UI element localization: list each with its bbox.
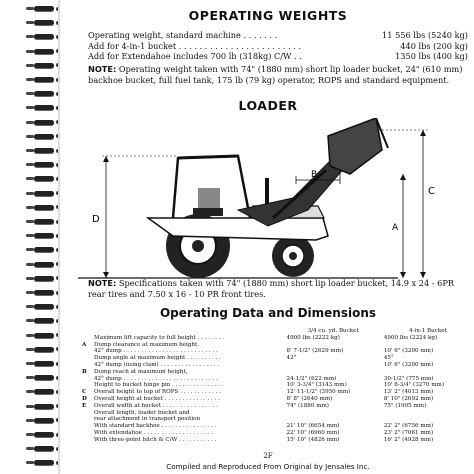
spiral-ring (34, 361, 54, 366)
footer-credit: Compiled and Reproduced From Original by Jensales Inc. (166, 462, 370, 471)
row-key (80, 430, 92, 437)
row-key (80, 362, 92, 369)
spiral-ring (34, 333, 54, 338)
front-wheel-icon (272, 235, 314, 277)
note-label: NOTE: (88, 278, 117, 288)
spiral-binding (0, 0, 62, 474)
spiral-ring (34, 460, 54, 465)
row-label: Overall length, loader bucket and (94, 409, 190, 416)
table-row (80, 389, 474, 396)
value-bucket (285, 410, 382, 417)
spiral-ring (34, 6, 54, 11)
spiral-ring (34, 247, 54, 252)
loader-illustration (78, 118, 468, 288)
value-4in1 (382, 369, 474, 376)
table-row (80, 403, 474, 410)
spiral-ring (34, 276, 54, 281)
spiral-ring (34, 389, 54, 394)
row-key: D (82, 395, 87, 402)
table-row (80, 437, 474, 444)
row-label: rear attachment in transport position (94, 416, 201, 423)
row-key (80, 410, 92, 417)
page-number: 2F (263, 452, 273, 460)
weight-value: 440 lbs (200 kg) (400, 40, 468, 51)
row-key (80, 376, 92, 383)
bucket-icon (328, 118, 388, 174)
value-4in1: 4900 lbs (2224 kg) (383, 334, 438, 341)
value-4in1: 22' 2" (6756 mm) (383, 423, 434, 430)
weight-label: Add for Extendahoe includes 700 lb (318kg) C/W . . (88, 51, 302, 62)
spiral-ring (34, 432, 54, 437)
spiral-ring (34, 219, 54, 224)
spiral-ring (34, 77, 54, 82)
dimension-d-label: D (92, 214, 100, 225)
weight-row (88, 41, 468, 52)
value-bucket: 10' 3-3/4" (3143 mm) (286, 382, 347, 389)
value-bucket: 4900 lbs (2222 kg) (286, 334, 340, 341)
dimension-a-label: A (392, 223, 399, 233)
loader-arm-icon (238, 158, 346, 226)
row-key: E (82, 402, 87, 409)
spiral-ring (34, 304, 54, 309)
row-key: A (82, 341, 87, 348)
weight-label: Operating weight, standard machine . . . . . . . (88, 30, 278, 40)
row-label: Dump clearance at maximum height, (94, 341, 199, 348)
spiral-ring (34, 63, 54, 68)
row-key (80, 437, 92, 444)
row-key (80, 335, 92, 342)
value-4in1: 30-1/2" (775 mm) (383, 375, 434, 382)
weight-value: 1350 lbs (400 kg) (395, 51, 468, 62)
row-label: Maximum lift capacity to full height . . . . . . . . (94, 334, 225, 341)
weight-row (88, 51, 468, 62)
value-4in1: 8' 10" (2692 mm) (383, 395, 434, 402)
note-label: NOTE: (88, 64, 117, 74)
value-bucket (285, 369, 382, 376)
spiral-ring (34, 205, 54, 210)
dimension-b-label: B (311, 170, 318, 180)
table-row (80, 335, 474, 342)
spiral-ring (34, 120, 54, 125)
note-text: Operating weight taken with 74" (1880 mm) short lip loader bucket, 24" (610 mm) backhoe bucket, full fuel tank, 175 lb (79 kg) operator, ROPS and standard equipment. (88, 64, 463, 85)
row-label: Height to bucket hinge pin . . . . . . . . . . . . . . . (94, 382, 224, 389)
row-label: With standard backhoe . . . . . . . . . . . . . . . . (94, 423, 217, 430)
row-label: Dump reach at maximum height, (94, 368, 188, 375)
spiral-ring (34, 418, 54, 423)
operating-weights-title: OPERATING WEIGHTS (188, 8, 348, 23)
table-row (80, 410, 474, 417)
spiral-ring (34, 148, 54, 153)
row-label: With extendahoe . . . . . . . . . . . . . . . . . . . . (94, 429, 214, 436)
row-key (80, 416, 92, 423)
table-row (80, 396, 474, 403)
weights-list (88, 30, 468, 62)
exhaust-stack (265, 178, 269, 206)
row-key (80, 355, 92, 362)
value-4in1: 10' 8-3/4" (3270 mm) (383, 382, 445, 389)
value-4in1: 13' 2" (4013 mm) (383, 389, 434, 396)
row-label: Dump angle at maximum height . . . . . . . . . . (94, 355, 221, 362)
value-bucket: 21' 10" (6654 mm) (286, 423, 340, 430)
weights-note (88, 64, 468, 85)
value-bucket: 15' 10" (4826 mm) (286, 436, 340, 443)
spiral-ring (34, 176, 54, 181)
row-key (80, 382, 92, 389)
weight-label: Add for 4-in-1 bucket . . . . . . . . . . . . . . . . . . . . . . . . (88, 40, 302, 51)
table-row (80, 430, 474, 437)
table-row (80, 355, 474, 362)
row-label: 42° dump (using clam) . . . . . . . . . . . . . . . . . (94, 361, 220, 368)
value-4in1: 10' 6" (3200 mm) (383, 361, 434, 368)
value-4in1: 16' 2" (4928 mm) (383, 436, 434, 443)
spiral-ring (34, 49, 54, 54)
column-header: 4-in-1 Bucket (408, 328, 447, 334)
row-label: With three-point hitch & C/W . . . . . . . . . . . (94, 436, 217, 443)
spiral-ring (34, 20, 54, 25)
page-edge (58, 0, 60, 474)
value-bucket: 12' 11-1/2" (3950 mm) (286, 389, 351, 396)
row-label: 42° dump . . . . . . . . . . . . . . . . . . . . . . . . . . . (94, 348, 218, 355)
spiral-ring (34, 262, 54, 267)
row-key (80, 423, 92, 430)
operating-data-table (80, 328, 474, 444)
row-key (80, 348, 92, 355)
row-key: B (82, 368, 87, 375)
row-label: Overall height to top of ROPS . . . . . . . . . . . . (94, 389, 221, 396)
spiral-ring (34, 134, 54, 139)
value-bucket: 8' 7-1/2" (2629 mm) (286, 348, 344, 355)
row-label: Overall width at bucket . . . . . . . . . . . . . . . . (94, 402, 218, 409)
weight-row (88, 30, 468, 41)
spiral-ring (34, 375, 54, 380)
weight-value: 11 556 lbs (5240 kg) (382, 30, 468, 40)
value-bucket: 74" (1880 mm) (286, 402, 329, 409)
value-4in1: 45° (383, 355, 394, 362)
spiral-ring (34, 233, 54, 238)
value-4in1 (382, 410, 474, 417)
table-row (80, 423, 474, 430)
row-label: Overall height at bucket . . . . . . . . . . . . . . . . (94, 395, 220, 402)
row-label: 42° dump . . . . . . . . . . . . . . . . . . . . . . . . . . . (94, 375, 218, 382)
table-row (80, 369, 474, 376)
value-4in1: 10' 6" (3200 mm) (383, 348, 434, 355)
spiral-ring (34, 191, 54, 196)
value-bucket: 24-1/2" (622 mm) (286, 375, 337, 382)
table-row (80, 362, 474, 369)
value-bucket: 22' 10" (6960 mm) (286, 429, 340, 436)
value-bucket: 42° (286, 355, 297, 362)
table-header-row (80, 328, 474, 335)
spiral-ring (34, 162, 54, 167)
value-4in1: 23' 2" (7061 mm) (383, 429, 434, 436)
chassis (148, 218, 328, 240)
spiral-ring (34, 347, 54, 352)
table-row (80, 348, 474, 355)
spiral-ring (34, 105, 54, 110)
spiral-ring (34, 290, 54, 295)
spiral-ring (34, 318, 54, 323)
operating-data-title: Operating Data and Dimensions (159, 306, 377, 320)
column-header: 3/4 cu. yd. Bucket (307, 328, 359, 334)
spiral-ring (34, 91, 54, 96)
rops-cab-icon (173, 156, 250, 218)
spiral-ring (34, 34, 54, 39)
value-bucket (285, 362, 382, 369)
value-4in1: 75" (1905 mm) (383, 402, 427, 409)
note-text: Specifications taken with 74" (1880 mm) short lip loader bucket, 14.9 x 24 - 6PR rear tires and 7.50 x 16 - 10 PR front tires. (88, 278, 455, 299)
dimension-c-label: C (428, 186, 435, 197)
value-bucket: 8' 8" (2640 mm) (286, 395, 333, 402)
spiral-ring (34, 446, 54, 451)
spiral-ring (34, 404, 54, 409)
row-key: C (82, 389, 87, 396)
loader-note (88, 278, 468, 299)
loader-title: LOADER (238, 98, 298, 113)
